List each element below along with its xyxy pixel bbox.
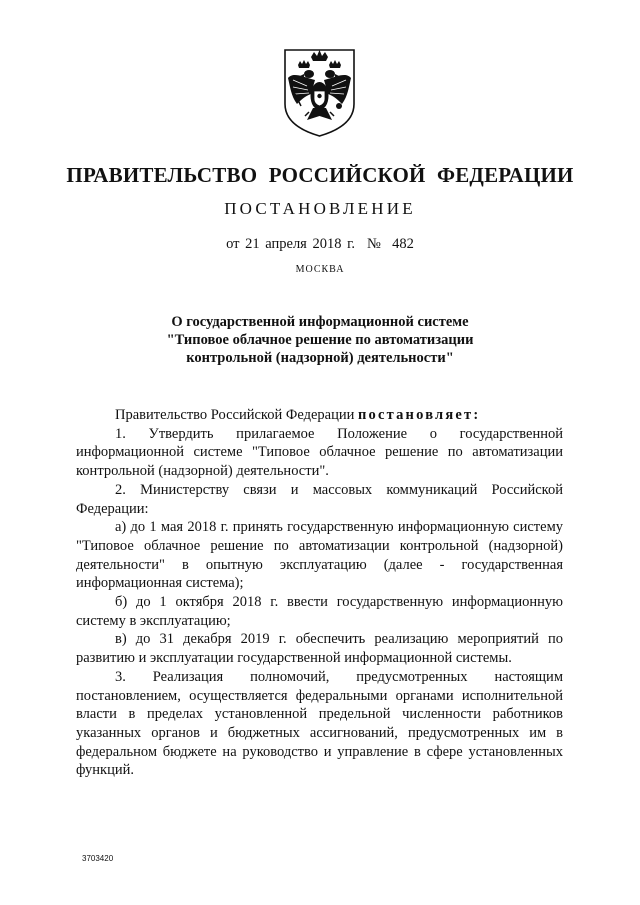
paragraph-2b: б) до 1 октября 2018 г. ввести государственную информационную систему в эксплуатацию; [76,594,563,629]
paragraph-3: 3. Реализация полномочий, предусмотренных настоящим постановлением, осуществляется федеральными органами исполнительной власти в пределах установленной предельной численности работников указанных органов и бюджетных ассигнований, предусмотренных им в федеральном бюджете на руководство и управление в сфере установленных функций. [76,668,563,779]
body-intro [76,406,563,425]
document-date-number [0,236,640,253]
document-heading [0,313,640,367]
intro-resolves: постановляет: [357,407,481,423]
government-title: ПРАВИТЕЛЬСТВО РОССИЙСКОЙ ФЕДЕРАЦИИ [66,163,574,187]
document-date: от 21 апреля 2018 г. [226,236,356,252]
heading-line-3: контрольной (надзорной) деятельности" [186,350,454,366]
heading-line-2: "Типовое облачное решение по автоматизации [166,332,474,348]
document-body [76,406,563,780]
paragraph-1: 1. Утвердить прилагаемое Положение о государственной информационной системе "Типовое облачное решение по автоматизации контрольной (надзорной) деятельности". [76,425,563,480]
number-sign: № [367,236,381,252]
paragraph-2a: а) до 1 мая 2018 г. принять государственную информационную систему "Типовое облачное решение по автоматизации контрольной (надзорной) деятельности" в опытную эксплуатацию (далее - государственная информационная система); [76,519,563,592]
document-code: 3703420 [82,854,114,863]
heading-line-1: О государственной информационной системе [171,314,469,330]
document-type: ПОСТАНОВЛЕНИЕ [224,199,416,218]
coat-of-arms-icon [271,46,368,140]
document-number: 482 [392,236,414,252]
document-city: МОСКВА [295,264,345,275]
intro-subject: Правительство Российской Федерации [115,407,355,423]
paragraph-2: 2. Министерству связи и массовых коммуникаций Российской Федерации: [76,481,563,517]
paragraph-2c: в) до 31 декабря 2019 г. обеспечить реализацию мероприятий по развитию и эксплуатации государственной информационной системы. [76,631,563,667]
